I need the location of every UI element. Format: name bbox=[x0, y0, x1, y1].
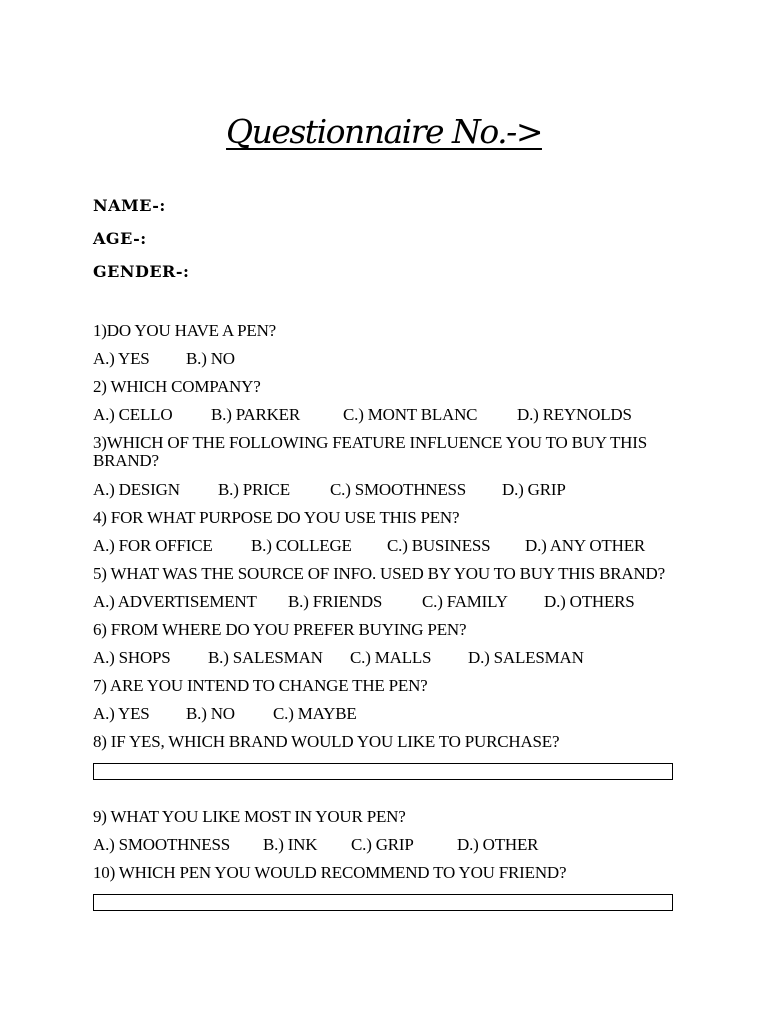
option-5d[interactable]: D.) OTHERS bbox=[544, 592, 635, 611]
option-7a[interactable]: A.) YES bbox=[93, 704, 150, 723]
question-8: 8) IF YES, WHICH BRAND WOULD YOU LIKE TO PURCHASE? bbox=[93, 732, 560, 751]
option-9b[interactable]: B.) INK bbox=[263, 835, 318, 854]
option-1b[interactable]: B.) NO bbox=[186, 349, 235, 368]
option-5c[interactable]: C.) FAMILY bbox=[422, 592, 508, 611]
option-9c[interactable]: C.) GRIP bbox=[351, 835, 414, 854]
option-4a[interactable]: A.) FOR OFFICE bbox=[93, 536, 213, 555]
option-5a[interactable]: A.) ADVERTISEMENT bbox=[93, 592, 257, 611]
question-9: 9) WHAT YOU LIKE MOST IN YOUR PEN? bbox=[93, 807, 406, 826]
page-title: Questionnaire No.-> bbox=[226, 112, 542, 151]
question-2: 2) WHICH COMPANY? bbox=[93, 377, 261, 396]
question-6: 6) FROM WHERE DO YOU PREFER BUYING PEN? bbox=[93, 620, 467, 639]
question-5: 5) WHAT WAS THE SOURCE OF INFO. USED BY YOU TO BUY THIS BRAND? bbox=[93, 564, 665, 583]
option-4c[interactable]: C.) BUSINESS bbox=[387, 536, 491, 555]
option-3c[interactable]: C.) SMOOTHNESS bbox=[330, 480, 467, 499]
option-3d[interactable]: D.) GRIP bbox=[502, 480, 566, 499]
question-3: 3)WHICH OF THE FOLLOWING FEATURE INFLUENCE YOU TO BUY THIS BRAND? bbox=[93, 433, 647, 470]
question-4: 4) FOR WHAT PURPOSE DO YOU USE THIS PEN? bbox=[93, 508, 460, 527]
option-2d[interactable]: D.) REYNOLDS bbox=[517, 405, 632, 424]
name-field-label: NAME-: bbox=[93, 196, 166, 215]
answer-box-8[interactable] bbox=[93, 763, 673, 780]
question-7: 7) ARE YOU INTEND TO CHANGE THE PEN? bbox=[93, 676, 428, 695]
option-9a[interactable]: A.) SMOOTHNESS bbox=[93, 835, 230, 854]
option-2c[interactable]: C.) MONT BLANC bbox=[343, 405, 478, 424]
option-9d[interactable]: D.) OTHER bbox=[457, 835, 539, 854]
question-10: 10) WHICH PEN YOU WOULD RECOMMEND TO YOU FRIEND? bbox=[93, 863, 567, 882]
option-6c[interactable]: C.) MALLS bbox=[350, 648, 432, 667]
option-6a[interactable]: A.) SHOPS bbox=[93, 648, 171, 667]
option-6d[interactable]: D.) SALESMAN bbox=[468, 648, 584, 667]
option-2a[interactable]: A.) CELLO bbox=[93, 405, 173, 424]
option-7b[interactable]: B.) NO bbox=[186, 704, 235, 723]
question-1: 1)DO YOU HAVE A PEN? bbox=[93, 321, 277, 340]
option-2b[interactable]: B.) PARKER bbox=[211, 405, 301, 424]
option-4b[interactable]: B.) COLLEGE bbox=[251, 536, 352, 555]
option-5b[interactable]: B.) FRIENDS bbox=[288, 592, 383, 611]
option-1a[interactable]: A.) YES bbox=[93, 349, 150, 368]
gender-field-label: GENDER-: bbox=[93, 262, 190, 281]
option-7c[interactable]: C.) MAYBE bbox=[273, 704, 357, 723]
option-3a[interactable]: A.) DESIGN bbox=[93, 480, 180, 499]
option-4d[interactable]: D.) ANY OTHER bbox=[525, 536, 646, 555]
answer-box-10[interactable] bbox=[93, 894, 673, 911]
option-6b[interactable]: B.) SALESMAN bbox=[208, 648, 323, 667]
age-field-label: AGE-: bbox=[93, 229, 147, 248]
option-3b[interactable]: B.) PRICE bbox=[218, 480, 290, 499]
